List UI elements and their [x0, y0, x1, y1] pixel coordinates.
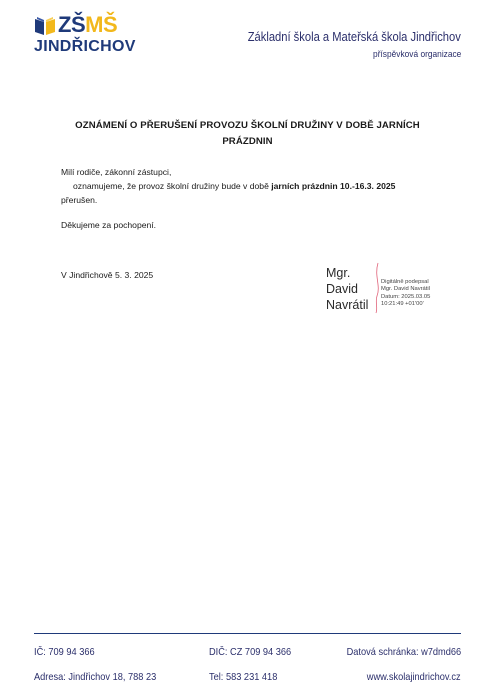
- signature-detail-1: Digitálně podepsal: [381, 279, 429, 285]
- notice-body-end: přerušen.: [61, 195, 98, 205]
- footer-web[interactable]: www.skolajindrichov.cz: [367, 671, 461, 683]
- notice-body-text: oznamujeme, že provoz školní družiny bude v době: [73, 181, 272, 191]
- notice-title-line2: PRÁZDNIN: [222, 136, 273, 147]
- logo-town: JINDŘICHOV: [34, 38, 136, 55]
- signature-name-line2: David: [326, 282, 358, 296]
- greeting: Milí rodiče, zákonní zástupci,: [61, 167, 172, 177]
- thanks-line: Děkujeme za pochopení.: [61, 220, 157, 230]
- footer-divider: [34, 633, 461, 634]
- signature-detail-4: 10:21:49 +01'00': [381, 301, 424, 308]
- signature-detail-3: Datum: 2025.03.05: [381, 293, 431, 300]
- footer-phone: Tel: 583 231 418: [209, 671, 278, 683]
- footer-databox: Datová schránka: w7dmd66: [346, 646, 461, 658]
- logo-wordmark: [58, 14, 117, 36]
- signature-detail-2: Mgr. David Navrátil: [381, 286, 430, 293]
- notice-title-line1: OZNÁMENÍ O PŘERUŠENÍ PROVOZU ŠKOLNÍ DRUŽINY V DOBĚ JARNÍCH: [75, 120, 420, 131]
- footer-ic: IČ: 709 94 366: [34, 646, 95, 658]
- school-type: příspěvková organizace: [372, 49, 461, 60]
- notice-body-dates: jarních prázdnin 10.-16.3. 2025: [271, 181, 396, 191]
- place-date: V Jindřichově 5. 3. 2025: [61, 270, 154, 280]
- book-icon: [34, 16, 56, 36]
- signature-name-line1: Mgr.: [326, 266, 351, 280]
- notice-title: [40, 118, 455, 150]
- footer-dic: DIČ: CZ 709 94 366: [209, 646, 292, 658]
- signature-name: [326, 265, 368, 313]
- logo-ms: MŠ: [85, 12, 118, 37]
- signature-details: [381, 279, 430, 309]
- signature-name-line3: Navrátil: [326, 298, 369, 312]
- notice-body: [73, 180, 395, 193]
- footer-address: Adresa: Jindřichov 18, 788 23: [34, 671, 157, 683]
- logo-zs: ZŠ: [58, 12, 86, 37]
- school-name: Základní škola a Mateřská škola Jindřichov: [247, 29, 461, 44]
- school-logo: [34, 12, 136, 64]
